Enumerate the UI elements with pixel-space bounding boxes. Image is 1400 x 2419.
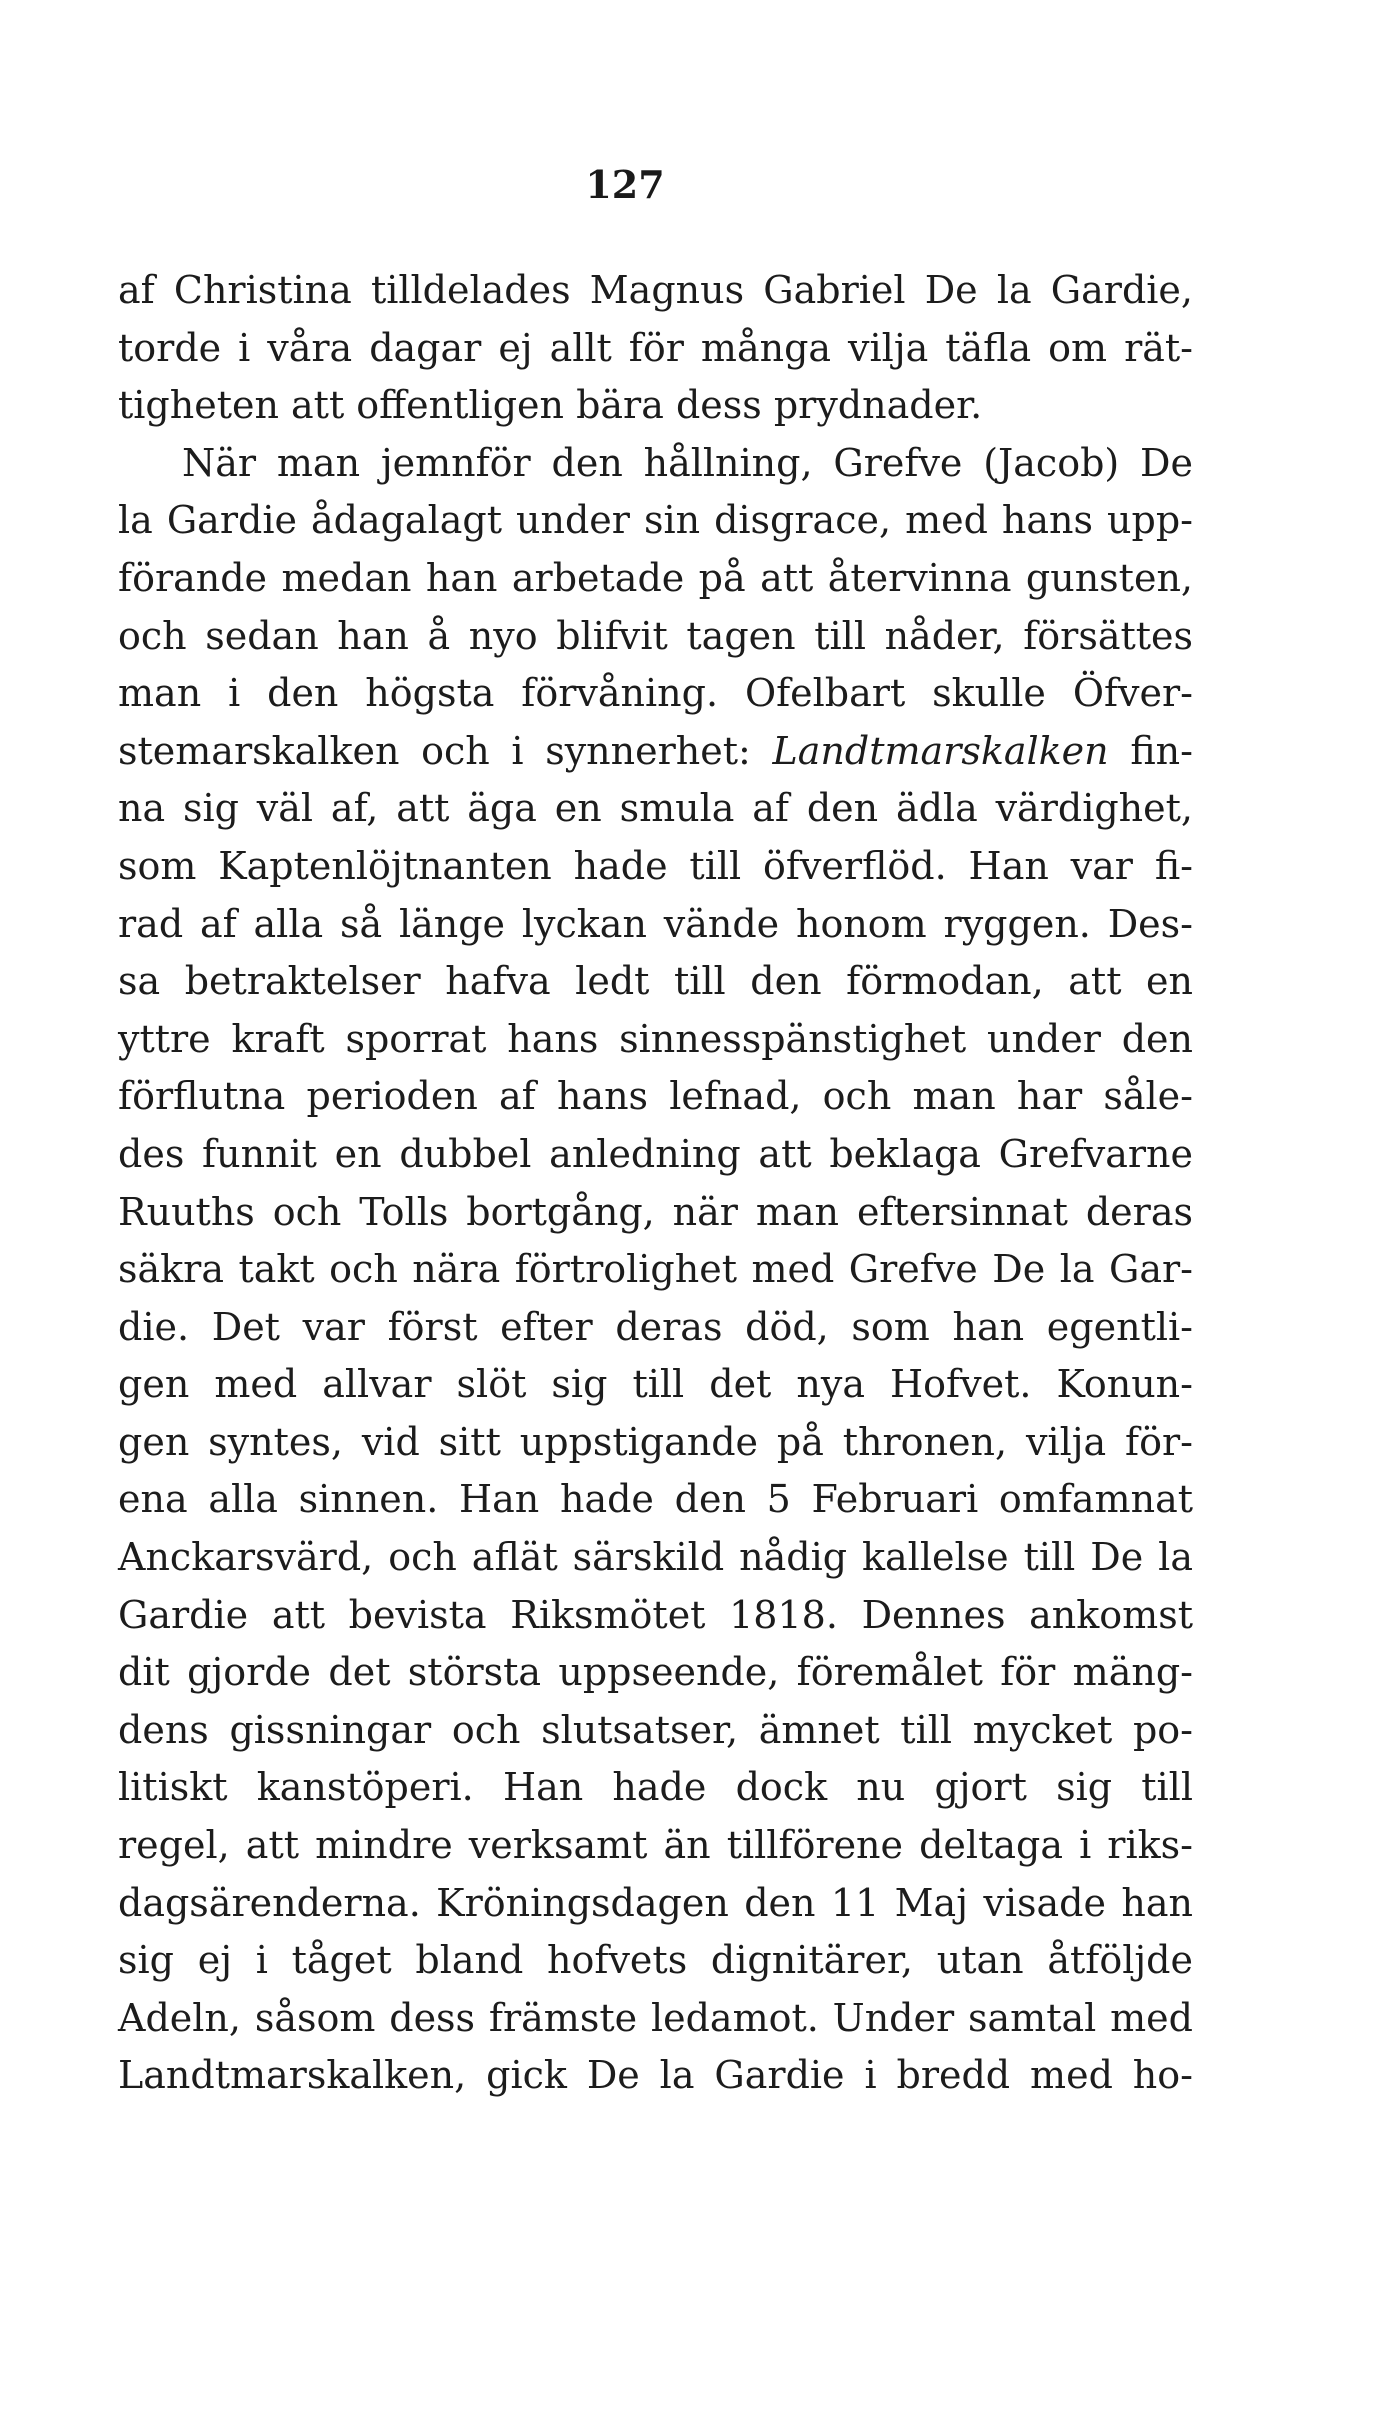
text-line: Gardie att bevista Riksmötet 1818. Dennes ankomst [118,1592,1193,1637]
text-line: dens gissningar och slutsatser, ämnet till mycket po- [118,1707,1193,1752]
text-line: Anckarsvärd, och aflät särskild nådig kallelse till De la [118,1535,1193,1580]
italic-term: Landtmarskalken [772,728,1109,773]
text-line-with-italic [118,723,1193,781]
text-line: dit gjorde det största uppseende, föremålet för mäng- [118,1650,1193,1695]
text-line: litiskt kanstöperi. Han hade dock nu gjort sig till [118,1765,1193,1810]
text-line: dagsärenderna. Kröningsdagen den 11 Maj visade han [118,1880,1193,1925]
page-number: 127 [585,162,665,207]
body-text [118,262,1193,2105]
text-line: Ruuths och Tolls bortgång, när man eftersinnat deras [118,1189,1193,1234]
text-line: sa betraktelser hafva ledt till den förmodan, att en [118,959,1193,1004]
text-line: Adeln, såsom dess främste ledamot. Under samtal med [118,1995,1193,2040]
text-line: rad af alla så länge lyckan vände honom ryggen. Des- [118,901,1193,946]
text-line: man i den högsta förvåning. Ofelbart skulle Öfver- [118,671,1193,716]
text-line: tigheten att offentligen bära dess prydnader. [118,383,983,428]
text-line: som Kaptenlöjtnanten hade till öfverflöd. Han var fi- [118,843,1193,888]
text-segment: stemarskalken och i synnerhet: [118,728,751,773]
text-line: des funnit en dubbel anledning att beklaga Grefvarne [118,1131,1193,1176]
text-line: förande medan han arbetade på att återvinna gunsten, [118,555,1193,600]
text-line: sig ej i tåget bland hofvets dignitärer, utan åtföljde [118,1938,1193,1983]
text-line: säkra takt och nära förtrolighet med Grefve De la Gar- [118,1247,1193,1292]
text-segment: fin- [1130,728,1193,773]
text-line: gen syntes, vid sitt uppstigande på thronen, vilja för- [118,1419,1193,1464]
text-line: Landtmarskalken, gick De la Gardie i bredd med ho- [118,2053,1193,2098]
text-line: När man jemnför den hållning, Grefve (Jacob) De [182,440,1193,485]
text-line: torde i våra dagar ej allt för många vilja täfla om rät- [118,325,1193,370]
text-line: ena alla sinnen. Han hade den 5 Februari omfamnat [118,1477,1193,1522]
text-line: na sig väl af, att äga en smula af den ädla värdighet, [118,786,1193,831]
text-line: die. Det var först efter deras död, som han egentli- [118,1304,1193,1349]
text-line: la Gardie ådagalagt under sin disgrace, med hans upp- [118,498,1193,543]
text-line: gen med allvar slöt sig till det nya Hofvet. Konun- [118,1362,1193,1407]
text-line: yttre kraft sporrat hans sinnesspänstighet under den [118,1016,1193,1061]
text-line: regel, att mindre verksamt än tillförene deltaga i riks- [118,1823,1193,1868]
text-line: och sedan han å nyo blifvit tagen till nåder, försättes [118,613,1193,658]
text-line: förflutna perioden af hans lefnad, och man har såle- [118,1074,1193,1119]
text-line: af Christina tilldelades Magnus Gabriel De la Gardie, [118,268,1193,312]
